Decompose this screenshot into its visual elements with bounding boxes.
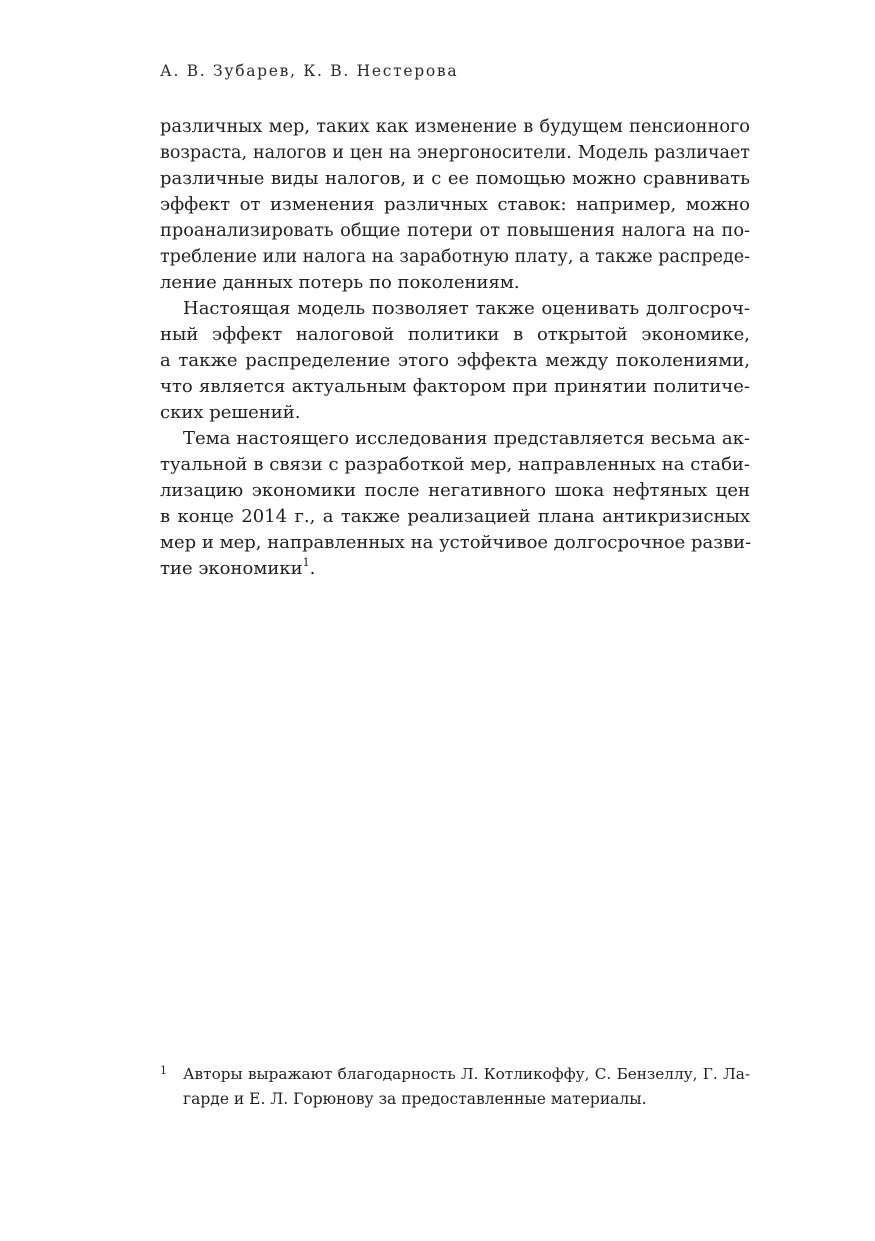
footnote-mark: 1 xyxy=(160,1064,167,1077)
paragraph-3-line: лизацию экономики после негативного шока нефтяных цен xyxy=(160,480,750,501)
running-head-authors: А. В. Зубарев, К. В. Нестерова xyxy=(160,62,459,80)
footnote-reference[interactable]: 1 xyxy=(302,556,310,569)
paragraph-2-line: Настоящая модель позволяет также оценивать долгосроч- xyxy=(183,298,750,319)
footnote-line: Авторы выражают благодарность Л. Котликоффу, С. Бензеллу, Г. Ла- xyxy=(183,1065,750,1083)
footnote xyxy=(160,1062,750,1112)
paragraph-2-line: ный эффект налоговой политики в открытой экономике, xyxy=(160,324,750,345)
paragraph-1-line: ление данных потерь по поколениям. xyxy=(160,272,520,293)
paragraph-3-line-text: тие экономики xyxy=(160,558,303,579)
paragraph-1-line: требление или налога на заработную плату, а также распреде- xyxy=(160,247,750,267)
paragraph-3-line: мер и мер, направленных на устойчивое долгосрочное разви- xyxy=(160,532,752,553)
paragraph-3-line: Тема настоящего исследования представляется весьма ак- xyxy=(183,428,750,449)
paragraph-3-last-line xyxy=(160,556,750,582)
paragraph-2-line: ских решений. xyxy=(160,402,301,423)
sentence-end-punct: . xyxy=(309,558,316,579)
paragraph-3-line: в конце 2014 г., а также реализацией плана антикризисных xyxy=(160,506,750,527)
footnote-line: гарде и Е. Л. Горюнову за предоставленные материалы. xyxy=(183,1090,647,1108)
paragraph-1-line: возраста, налогов и цен на энергоносители. Модель различает xyxy=(160,143,750,163)
body-text xyxy=(160,114,750,582)
paragraph-2-line: а также распределение этого эффекта между поколениями, xyxy=(160,350,750,371)
paragraph-1-line: различные виды налогов, и с ее помощью можно сравнивать xyxy=(160,168,750,189)
paragraph-1-line: проанализировать общие потери от повышения налога на по- xyxy=(160,221,750,241)
paragraph-1-line: различных мер, таких как изменение в будущем пенсионного xyxy=(160,117,750,137)
paragraph-2-line: что является актуальным фактором при принятии политиче- xyxy=(160,376,750,397)
paragraph-1-line: эффект от изменения различных ставок: например, можно xyxy=(160,194,750,215)
paragraph-3-line: туальной в связи с разработкой мер, направленных на стаби- xyxy=(160,454,750,475)
